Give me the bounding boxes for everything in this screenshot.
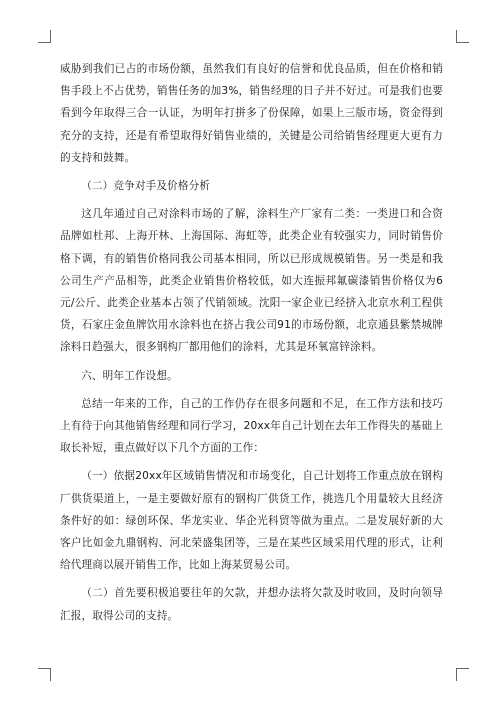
section-heading-next-year-plan: 六、明年工作设想。 xyxy=(81,369,178,382)
crop-mark-bottom-left xyxy=(38,668,51,681)
paragraph-competitor-analysis: 这几年通过自己对涂料市场的了解，涂料生产厂家有二类：一类进口和合资品牌如杜邦、上海开林、上海国际、海虹等，此类企业有较强实力，同时销售价格下调，有的销售价格同我公司基本相同，所以已形成规模销售。另一类是和我公司生产产品相等，此类企业销售价格较低，如大连振邦氟碳漆销售价格仅为6元/公斤、此类企业基本占领了代销领域。沈阳一家企业已经挤入北京水利工程供货，石家庄金鱼牌饮用水涂料也在挤占我公司91的市场份额，北京通县紫禁城牌涂料日趋强大，很多钢构厂都用他们的涂料，尤其是环氧富锌涂料。 xyxy=(60,208,443,354)
document-body xyxy=(60,58,443,627)
paragraph-plan-item-1: （一）依据20xx年区域销售情况和市场变化，自己计划将工作重点放在钢构厂供货渠道上，一是主要做好原有的钢构厂供货工作，挑选几个用量较大且经济条件好的如：绿创环保、华龙实业、华企光科贸等做为重点。二是发展好新的大客户比如金九鼎钢构、河北荣盛集团等，三是在某些区域采用代理的形式，让利给代理商以展开销售工作，比如上海某贸易公司。 xyxy=(60,470,443,572)
paragraph-market-share: 威胁到我们已占的市场份额，虽然我们有良好的信誉和优良品质，但在价格和销售手段上不占优势，销售任务的加3%，销售经理的日子并不好过。可是我们也要看到今年取得三合一认证，为明年打拼多了份保障，如果上三版市场，资金得到充分的支持，还是有希望取得好销售业绩的，关键是公司给销售经理更大更有力的支持和鼓舞。 xyxy=(60,63,443,164)
crop-mark-bottom-right xyxy=(456,668,469,681)
paragraph-plan-item-2: （二）首先要积极追要往年的欠款，并想办法将欠款及时收回，及时向领导汇报，取得公司的支持。 xyxy=(60,587,443,622)
crop-mark-top-left xyxy=(38,30,51,43)
paragraph-work-summary: 总结一年来的工作，自己的工作仍存在很多问题和不足，在工作方法和技巧上有待于向其他销售经理和同行学习，20xx年自己计划在去年工作得失的基础上取长补短，重点做好以下几个方面的工作： xyxy=(60,397,443,455)
section-heading-competitors: （二）竞争对手及价格分析 xyxy=(81,180,211,193)
crop-mark-top-right xyxy=(456,30,469,43)
